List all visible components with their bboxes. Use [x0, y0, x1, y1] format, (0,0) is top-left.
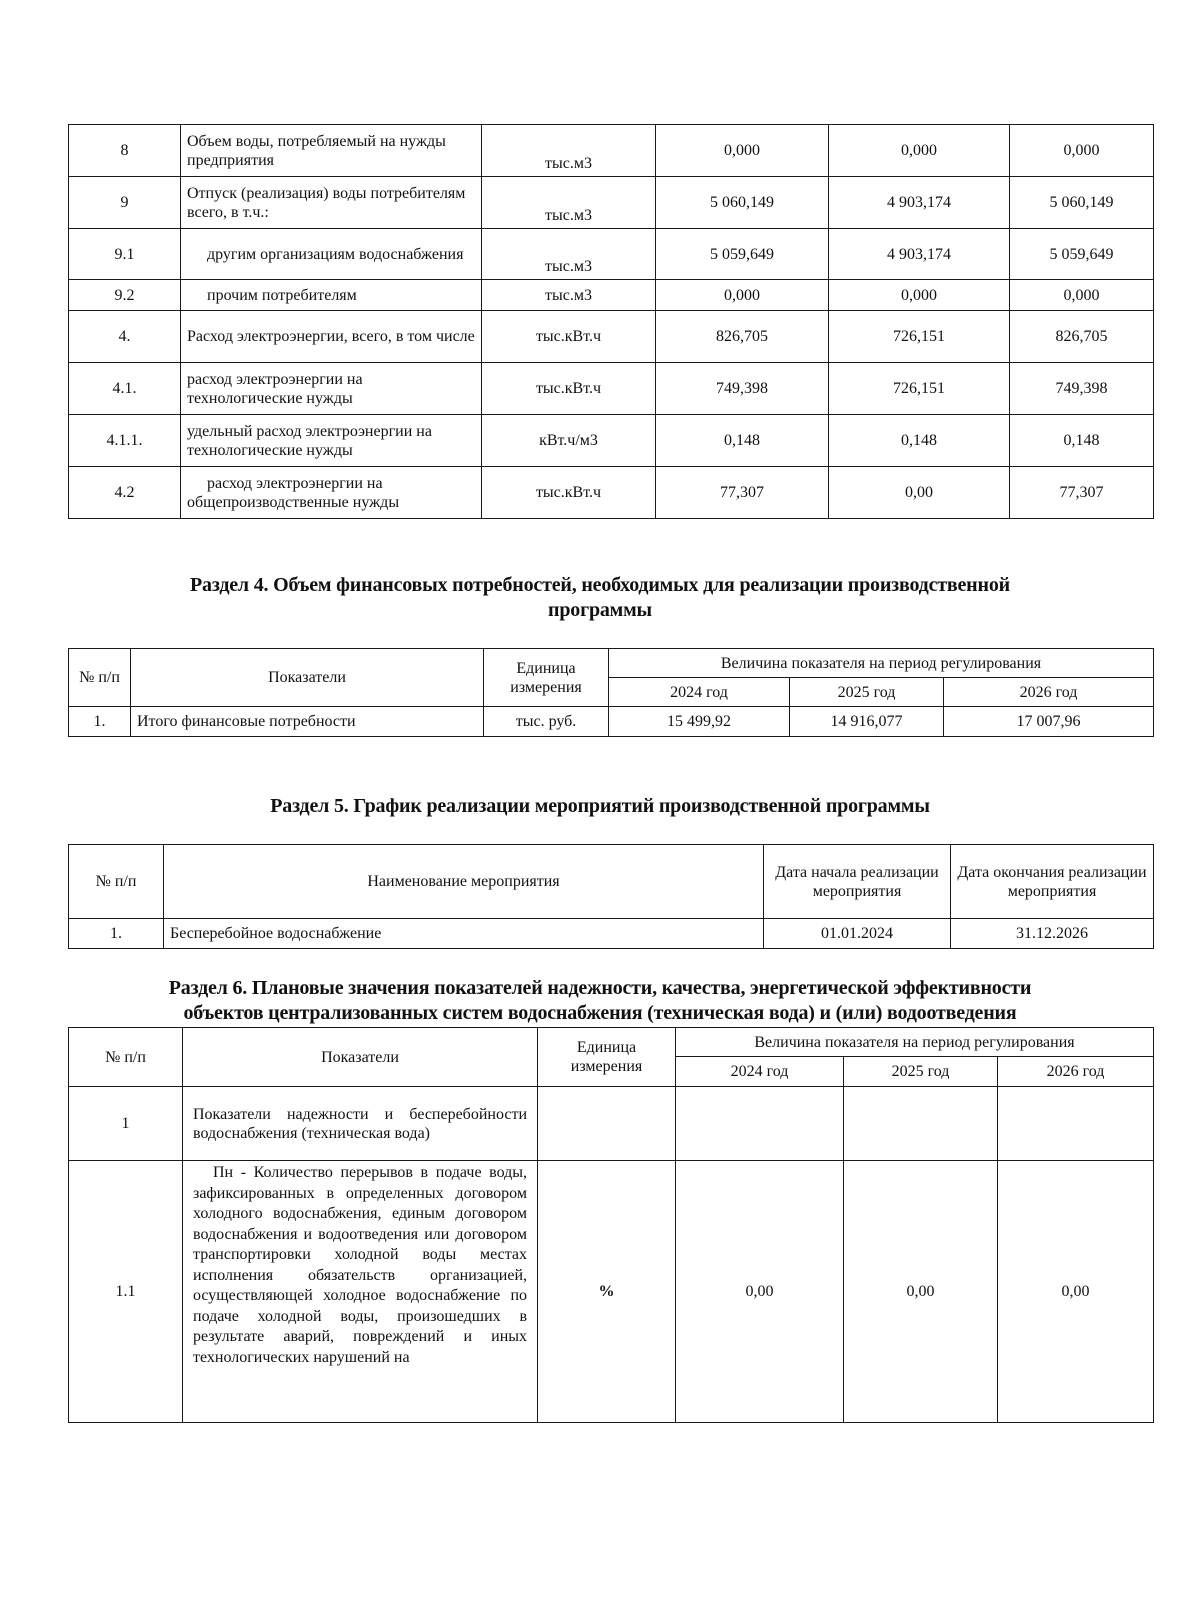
event-name: Бесперебойное водоснабжение: [164, 919, 764, 949]
row-number: 8: [69, 125, 181, 177]
value-2025: 726,151: [829, 311, 1010, 363]
value-2025: 0,000: [829, 125, 1010, 177]
row-number: 9.1: [69, 229, 181, 280]
row-number: 1.: [69, 919, 164, 949]
value-2024: 749,398: [656, 363, 829, 415]
table-row: [69, 415, 1154, 467]
table-row: [69, 229, 1154, 280]
indicator-name: расход электроэнергии на технологические нужды: [181, 363, 482, 415]
production-indicators-table: [68, 124, 1154, 519]
indicator-name: Отпуск (реализация) воды потребителям всего, в т.ч.:: [181, 177, 482, 229]
header-2024: 2024 год: [609, 678, 790, 707]
section6-title-line1: Раздел 6. Плановые значения показателей надежности, качества, энергетической эффективности: [168, 977, 1032, 999]
table-row: [69, 919, 1154, 949]
header-2024: 2024 год: [676, 1057, 844, 1087]
row-number: 1: [69, 1087, 183, 1161]
value-2024: 0,000: [656, 125, 829, 177]
indicator-name: Расход электроэнергии, всего, в том числе: [181, 311, 482, 363]
value-2024: [676, 1087, 844, 1161]
value-2024: 826,705: [656, 311, 829, 363]
section5-title: Раздел 5. График реализации мероприятий производственной программы: [270, 795, 930, 817]
row-number: 1.: [69, 707, 131, 737]
table-row: [69, 1161, 1154, 1423]
header-num: № п/п: [69, 845, 164, 919]
header-num: № п/п: [69, 649, 131, 707]
header-row: [69, 1028, 1154, 1057]
unit: [538, 1087, 676, 1161]
header-unit: Единица измерения: [484, 649, 609, 707]
indicator-name: Объем воды, потребляемый на нужды предприятия: [181, 125, 482, 177]
header-period: Величина показателя на период регулирования: [609, 649, 1154, 678]
value-2026: [998, 1087, 1154, 1161]
indicator-name: [181, 467, 482, 519]
table-row: [69, 125, 1154, 177]
section4-title-line1: Раздел 4. Объем финансовых потребностей, необходимых для реализации производственной: [190, 574, 1010, 596]
value-2026: 5 059,649: [1010, 229, 1154, 280]
row-number: 4.2: [69, 467, 181, 519]
value-2025: 4 903,174: [829, 177, 1010, 229]
unit: тыс. руб.: [484, 707, 609, 737]
header-2025: 2025 год: [844, 1057, 998, 1087]
value-2025: 0,000: [829, 280, 1010, 311]
row-number: 9: [69, 177, 181, 229]
schedule-table: [68, 844, 1154, 949]
header-event-name: Наименование мероприятия: [164, 845, 764, 919]
value-2026: 17 007,96: [944, 707, 1154, 737]
financial-needs-table: [68, 648, 1154, 737]
row-number: 4.1.: [69, 363, 181, 415]
row-number: 1.1: [69, 1161, 183, 1423]
header-period: Величина показателя на период регулирования: [676, 1028, 1154, 1057]
unit: тыс.м3: [482, 280, 656, 311]
unit: тыс.м3: [482, 229, 656, 280]
row-number: 9.2: [69, 280, 181, 311]
unit: тыс.кВт.ч: [482, 467, 656, 519]
end-date: 31.12.2026: [951, 919, 1154, 949]
indicator-name: Пн - Количество перерывов в подаче воды, зафиксированных в определенных договором холодного водоснабжения, единым договором водоснабжения и водоотведения или договором транспортировки холодной воды местах исполнения обязательств организацией, осуществляющей холодное водоснабжение по подаче холодной воды, произошедших в результате аварий, повреждений и иных технологических нарушений на: [183, 1161, 538, 1423]
table-row: [69, 363, 1154, 415]
table-row: [69, 177, 1154, 229]
unit: тыс.м3: [482, 177, 656, 229]
section4-title-line2: программы: [548, 599, 652, 621]
indicator-name-text: расход электроэнергии на общепроизводственные нужды: [187, 474, 400, 511]
row-number: 4.: [69, 311, 181, 363]
value-2025: 726,151: [829, 363, 1010, 415]
header-row: [69, 845, 1154, 919]
table-row: [69, 1087, 1154, 1161]
indicator-name: прочим потребителям: [181, 280, 482, 311]
unit: кВт.ч/м3: [482, 415, 656, 467]
value-2025: 14 916,077: [790, 707, 944, 737]
value-2025: [844, 1087, 998, 1161]
row-number: 4.1.1.: [69, 415, 181, 467]
value-2024: 5 060,149: [656, 177, 829, 229]
value-2024: 0,00: [676, 1161, 844, 1423]
value-2026: 826,705: [1010, 311, 1154, 363]
header-num: № п/п: [69, 1028, 183, 1087]
header-unit: Единица измерения: [538, 1028, 676, 1087]
table-row: [69, 311, 1154, 363]
value-2025: 0,00: [829, 467, 1010, 519]
value-2024: 0,148: [656, 415, 829, 467]
indicator-name: Показатели надежности и бесперебойности водоснабжения (техническая вода): [183, 1087, 538, 1161]
section6-title-line2: объектов централизованных систем водоснабжения (техническая вода) и (или) водоотведения: [183, 1002, 1017, 1024]
value-2026: 5 060,149: [1010, 177, 1154, 229]
header-2025: 2025 год: [790, 678, 944, 707]
value-2025: 4 903,174: [829, 229, 1010, 280]
value-2025: 0,148: [829, 415, 1010, 467]
value-2024: 0,000: [656, 280, 829, 311]
unit: тыс.кВт.ч: [482, 311, 656, 363]
unit: тыс.м3: [482, 125, 656, 177]
value-2026: 77,307: [1010, 467, 1154, 519]
header-end-date: Дата окончания реализации мероприятия: [951, 845, 1154, 919]
unit: тыс.кВт.ч: [482, 363, 656, 415]
value-2026: 0,148: [1010, 415, 1154, 467]
value-2024: 15 499,92: [609, 707, 790, 737]
indicator-name: удельный расход электроэнергии на технологические нужды: [181, 415, 482, 467]
unit: %: [538, 1161, 676, 1423]
indicator-name: Итого финансовые потребности: [131, 707, 484, 737]
header-2026: 2026 год: [944, 678, 1154, 707]
header-indicators: Показатели: [183, 1028, 538, 1087]
reliability-indicators-table: [68, 1027, 1154, 1423]
indicator-name: [181, 229, 482, 280]
table-row: [69, 467, 1154, 519]
header-start-date: Дата начала реализации мероприятия: [764, 845, 951, 919]
start-date: 01.01.2024: [764, 919, 951, 949]
section4-title: [0, 573, 1200, 623]
value-2026: 0,00: [998, 1161, 1154, 1423]
value-2024: 5 059,649: [656, 229, 829, 280]
table-row: [69, 707, 1154, 737]
indicator-name-text: другим организациям водоснабжения: [207, 245, 464, 263]
table-row: [69, 280, 1154, 311]
value-2026: 749,398: [1010, 363, 1154, 415]
value-2024: 77,307: [656, 467, 829, 519]
value-2026: 0,000: [1010, 280, 1154, 311]
section6-title: [0, 976, 1200, 1026]
value-2025: 0,00: [844, 1161, 998, 1423]
header-row: [69, 649, 1154, 678]
value-2026: 0,000: [1010, 125, 1154, 177]
header-2026: 2026 год: [998, 1057, 1154, 1087]
header-indicators: Показатели: [131, 649, 484, 707]
